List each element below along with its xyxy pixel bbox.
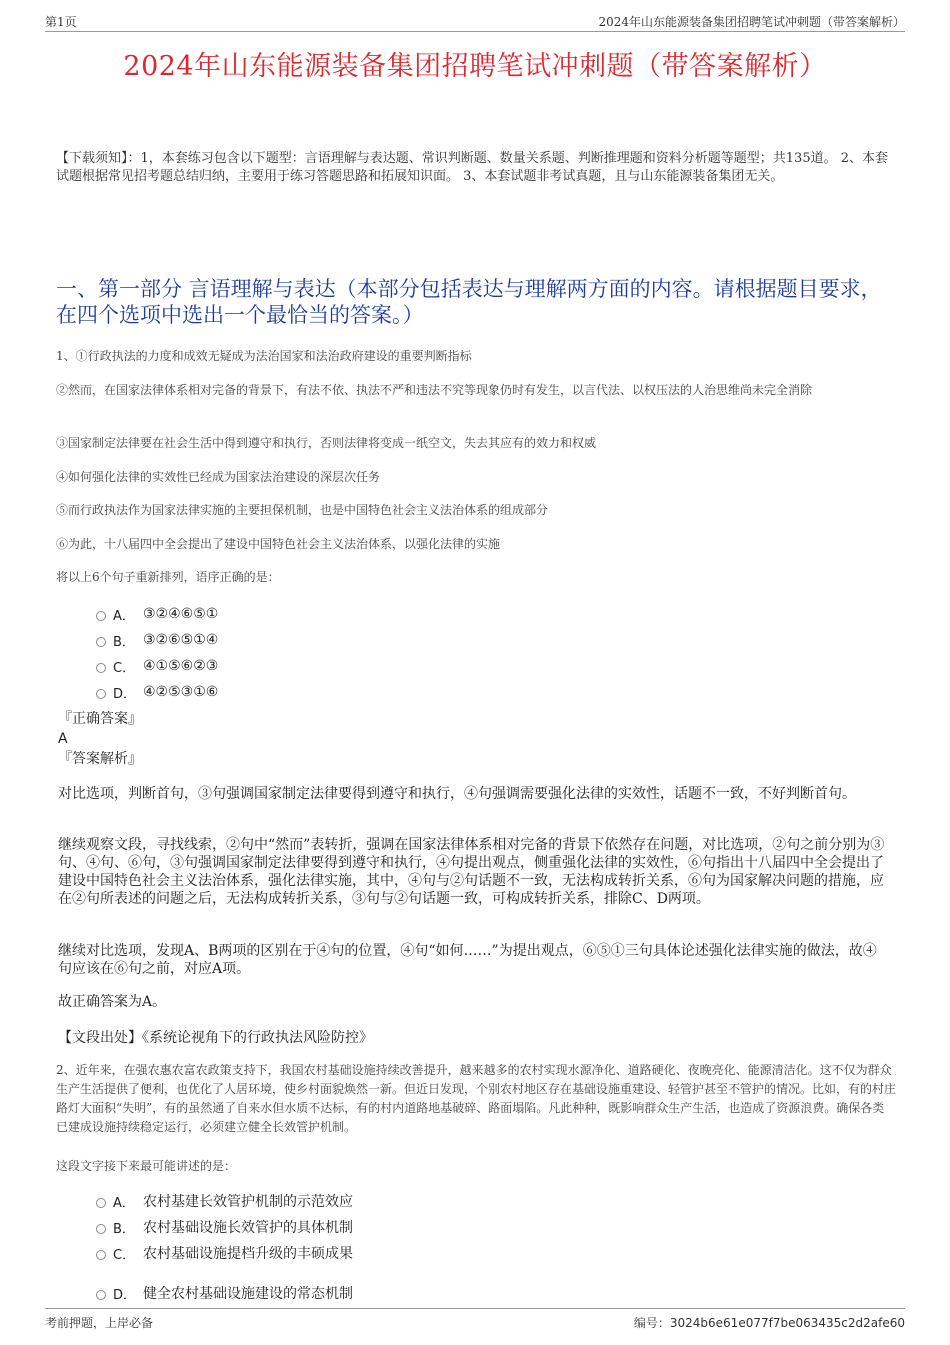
section-heading: 一、第一部分 言语理解与表达（本部分包括表达与理解两方面的内容。请根据题目要求，在四个选项中选出一个最恰当的答案。） [56,277,882,327]
footer-code [634,1314,905,1331]
analysis-label: 『答案解析』 [58,751,142,767]
analysis-paragraph-3: 继续对比选项，发现A、B两项的区别在于④句的位置，④句“如何……”为提出观点，⑥⑤①三句具体论述强化法律实施的做法，故④句应该在⑥句之前，对应A项。 [58,943,877,977]
analysis-paragraph-1: 对比选项，判断首句，③句强调国家制定法律要得到遵守和执行，④句强调需要强化法律的实效性，话题不一致，不好判断首句。 [58,786,856,802]
option-text: ④②⑤③①⑥ [143,684,219,700]
q2-text: 2、近年来，在强农惠农富农政策支持下，我国农村基础设施持续改善提升，越来越多的农村实现水源净化、道路硬化、夜晚亮化、能源清洁化。这不仅为群众生产生活提供了便利，也优化了人居环境，使乡村面貌焕然一新。但近日发现，个别农村地区存在基础设施重建设、轻管护甚至不管护的情况。比如，有的村庄路灯大面积“失明”，有的虽然通了自来水但水质不达标，有的村内道路地基破碎、路面塌陷。凡此种种，既影响群众生产生活，也造成了资源浪费。确保各类已建成设施持续稳定运行，必须建立健全长效管护机制。 [56,1063,897,1134]
q1-option-d[interactable] [96,682,218,702]
footer-slogan: 考前押题，上岸必备 [45,1316,154,1330]
radio-icon[interactable] [96,1290,106,1300]
footer-divider [45,1308,905,1309]
q2-option-c[interactable] [96,1243,353,1263]
option-letter: A． [113,608,135,624]
radio-icon[interactable] [96,1250,106,1260]
page-number: 第1页 [45,15,77,29]
option-text: ④①⑤⑥②③ [143,658,219,674]
radio-icon[interactable] [96,689,106,699]
option-letter: D． [113,686,137,702]
radio-icon[interactable] [96,1198,106,1208]
page-title: 2024年山东能源装备集团招聘笔试冲刺题（带答案解析） [123,51,827,82]
passage-source: 【文段出处】《系统论视角下的行政执法风险防控》 [58,1030,373,1046]
option-text: ③②④⑥⑤① [143,606,219,622]
option-text: 农村基建长效管护机制的示范效应 [143,1194,353,1210]
radio-icon[interactable] [96,611,106,621]
option-letter: B． [113,634,135,650]
option-text: 农村基础设施提档升级的丰硕成果 [143,1246,353,1262]
q1-sentence-5: ⑤而行政执法作为国家法律实施的主要担保机制，也是中国特色社会主义法治体系的组成部分 [56,503,549,517]
correct-answer: A [58,731,68,747]
option-letter: D． [113,1287,137,1303]
radio-icon[interactable] [96,1224,106,1234]
q2-option-b[interactable] [96,1217,353,1237]
header-divider [45,31,905,32]
option-text: 农村基础设施长效管护的具体机制 [143,1220,353,1236]
option-letter: A． [113,1195,135,1211]
q2-option-d[interactable] [96,1283,353,1303]
option-letter: C． [113,1247,136,1263]
q1-sentence-3: ③国家制定法律要在社会生活中得到遵守和执行，否则法律将变成一纸空文，失去其应有的效力和权威 [56,436,597,450]
q1-sentence-2: ②然而，在国家法律体系相对完备的背景下，有法不依、执法不严和违法不究等现象仍时有发生，以言代法、以权压法的人治思维尚未完全消除 [56,383,813,397]
q1-prompt: 将以上6个句子重新排列，语序正确的是： [56,570,280,584]
option-letter: B． [113,1221,135,1237]
option-text: ③②⑥⑤①④ [143,632,219,648]
q1-option-a[interactable] [96,604,218,624]
footer-code-value: 3024b6e61e077f7be063435c2d2afe60 [669,1316,905,1330]
q2-prompt: 这段文字接下来最可能讲述的是： [56,1159,237,1173]
q1-sentence-6: ⑥为此，十八届四中全会提出了建设中国特色社会主义法治体系，以强化法律的实施 [56,537,501,551]
analysis-paragraph-2: 继续观察文段，寻找线索，②句中“然而”表转折，强调在国家法律体系相对完备的背景下依然存在问题，对比选项，②句之前分别为③句、④句、⑥句，③句强调国家制定法律要得到遵守和执行，④句提出观点，侧重强化法律的实效性，⑥句指出十八届四中全会提出了建设中国特色社会主义法治体系，强化法律实施，其中，④句与②句话题不一致，无法构成转折关系，⑥句为国家解决问题的措施，应在②句所表述的问题之后，无法构成转折关系，③句与②句话题一致，可构成转折关系，排除C、D两项。 [58,837,885,907]
option-text: 健全农村基础设施建设的常态机制 [143,1286,353,1302]
q1-option-c[interactable] [96,656,218,676]
footer-code-label: 编号： [633,1316,670,1330]
q1-option-b[interactable] [96,630,218,650]
q1-sentence-4: ④如何强化法律的实效性已经成为国家法治建设的深层次任务 [56,470,381,484]
correct-answer-label: 『正确答案』 [58,711,142,727]
q1-sentence-1: 1、①行政执法的力度和成效无疑成为法治国家和法治政府建设的重要判断指标 [56,349,472,363]
download-notice: 【下载须知】：1，本套练习包含以下题型：言语理解与表达题、常识判断题、数量关系题、判断推理题和资料分析题等题型；共135道。 2、本套试题根据常见招考题总结归纳，主要用于练习答题思路和拓展知识面。 3、本套试题非考试真题，且与山东能源装备集团无关。 [56,151,888,184]
radio-icon[interactable] [96,637,106,647]
q2-option-a[interactable] [96,1191,353,1211]
header-doc-title: 2024年山东能源装备集团招聘笔试冲刺题（带答案解析） [598,15,905,29]
option-letter: C． [113,660,136,676]
analysis-paragraph-4: 故正确答案为A。 [58,994,167,1010]
radio-icon[interactable] [96,663,106,673]
